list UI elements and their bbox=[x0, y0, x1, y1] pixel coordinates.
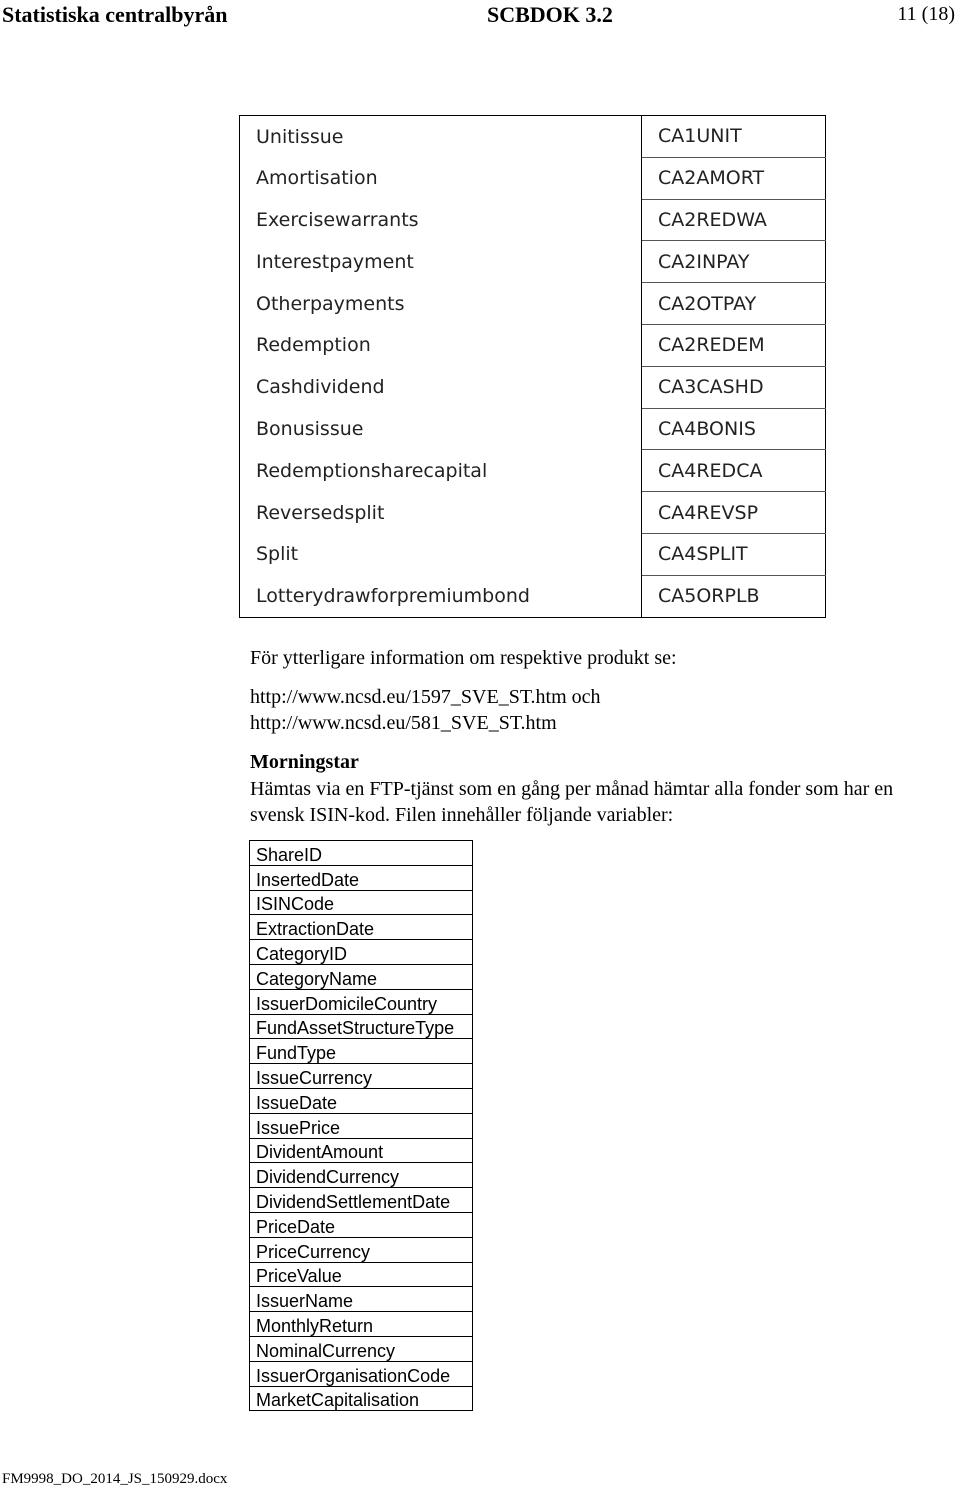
action-name-cell: Otherpayments bbox=[240, 283, 642, 325]
table-row bbox=[250, 865, 473, 890]
table-row bbox=[240, 366, 826, 408]
variable-cell: NominalCurrency bbox=[250, 1336, 473, 1361]
variable-cell: PriceCurrency bbox=[250, 1237, 473, 1262]
variable-cell: DividentAmount bbox=[250, 1138, 473, 1163]
table-row bbox=[250, 1064, 473, 1089]
table-row bbox=[240, 157, 826, 199]
table-row bbox=[250, 1386, 473, 1411]
action-name-cell: Cashdividend bbox=[240, 366, 642, 408]
action-code-cell: CA2REDEM bbox=[642, 324, 826, 366]
variable-cell: FundAssetStructureType bbox=[250, 1014, 473, 1039]
table-row bbox=[250, 1014, 473, 1039]
more-info-text: För ytterligare information om respektive produkt se: bbox=[250, 647, 677, 669]
table-row bbox=[250, 1336, 473, 1361]
table-row bbox=[250, 1188, 473, 1213]
table-row bbox=[240, 283, 826, 325]
variable-cell: PriceDate bbox=[250, 1212, 473, 1237]
action-code-cell: CA2REDWA bbox=[642, 199, 826, 241]
variable-cell: ExtractionDate bbox=[250, 915, 473, 940]
table-row bbox=[240, 492, 826, 534]
table-row bbox=[250, 1163, 473, 1188]
action-name-cell: Amortisation bbox=[240, 157, 642, 199]
action-code-cell: CA4REVSP bbox=[642, 492, 826, 534]
action-name-cell: Bonusissue bbox=[240, 408, 642, 450]
action-code-cell: CA2OTPAY bbox=[642, 283, 826, 325]
action-code-cell: CA3CASHD bbox=[642, 366, 826, 408]
morningstar-variables-table bbox=[249, 840, 473, 1411]
table-row bbox=[250, 1287, 473, 1312]
table-row bbox=[240, 533, 826, 575]
variable-cell: IssueCurrency bbox=[250, 1064, 473, 1089]
table-row bbox=[240, 116, 826, 158]
table-row bbox=[250, 1088, 473, 1113]
corporate-action-codes-table bbox=[239, 115, 826, 618]
table-row bbox=[250, 890, 473, 915]
table-row bbox=[250, 1138, 473, 1163]
table-row bbox=[250, 1361, 473, 1386]
action-name-cell: Redemption bbox=[240, 324, 642, 366]
variable-cell: FundType bbox=[250, 1039, 473, 1064]
action-code-cell: CA2INPAY bbox=[642, 241, 826, 283]
action-name-cell: Interestpayment bbox=[240, 241, 642, 283]
table-row bbox=[250, 1312, 473, 1337]
table-row bbox=[250, 989, 473, 1014]
table-row bbox=[240, 450, 826, 492]
table-row bbox=[240, 575, 826, 617]
page-number: 11 (18) bbox=[897, 3, 955, 25]
variable-cell: IssuePrice bbox=[250, 1113, 473, 1138]
file-name-footer: FM9998_DO_2014_JS_150929.docx bbox=[2, 1471, 228, 1487]
variable-cell: IssuerName bbox=[250, 1287, 473, 1312]
action-name-cell: Redemptionsharecapital bbox=[240, 450, 642, 492]
table-row bbox=[250, 940, 473, 965]
variable-cell: ISINCode bbox=[250, 890, 473, 915]
table-row bbox=[240, 324, 826, 366]
document-id: SCBDOK 3.2 bbox=[487, 2, 613, 27]
variable-cell: InsertedDate bbox=[250, 865, 473, 890]
variable-cell: PriceValue bbox=[250, 1262, 473, 1287]
action-code-cell: CA4SPLIT bbox=[642, 533, 826, 575]
action-code-cell: CA4REDCA bbox=[642, 450, 826, 492]
page-header bbox=[0, 0, 960, 30]
variable-cell: IssuerDomicileCountry bbox=[250, 989, 473, 1014]
action-code-cell: CA5ORPLB bbox=[642, 575, 826, 617]
table-row bbox=[240, 408, 826, 450]
variable-cell: DividendSettlementDate bbox=[250, 1188, 473, 1213]
variable-cell: MarketCapitalisation bbox=[250, 1386, 473, 1411]
action-name-cell: Unitissue bbox=[240, 116, 642, 158]
link-ncsd-581[interactable]: http://www.ncsd.eu/581_SVE_ST.htm bbox=[250, 712, 557, 734]
action-name-cell: Exercisewarrants bbox=[240, 199, 642, 241]
variable-cell: CategoryID bbox=[250, 940, 473, 965]
table-row bbox=[250, 1237, 473, 1262]
action-name-cell: Split bbox=[240, 533, 642, 575]
action-code-cell: CA4BONIS bbox=[642, 408, 826, 450]
variable-cell: MonthlyReturn bbox=[250, 1312, 473, 1337]
variable-cell: ShareID bbox=[250, 841, 473, 866]
table-row bbox=[240, 241, 826, 283]
table-row bbox=[250, 915, 473, 940]
table-row bbox=[250, 841, 473, 866]
table-row bbox=[250, 964, 473, 989]
variable-cell: CategoryName bbox=[250, 964, 473, 989]
table-row bbox=[240, 199, 826, 241]
variable-cell: DividendCurrency bbox=[250, 1163, 473, 1188]
morningstar-description: Hämtas via en FTP-tjänst som en gång per månad hämtar alla fonder som har en svensk ISIN-kod. Filen innehåller följande variabler: bbox=[250, 778, 894, 826]
action-code-cell: CA1UNIT bbox=[642, 116, 826, 158]
table-row bbox=[250, 1212, 473, 1237]
organization-name: Statistiska centralbyrån bbox=[2, 2, 228, 27]
variable-cell: IssuerOrganisationCode bbox=[250, 1361, 473, 1386]
variable-cell: IssueDate bbox=[250, 1088, 473, 1113]
table-row bbox=[250, 1039, 473, 1064]
action-name-cell: Reversedsplit bbox=[240, 492, 642, 534]
table-row bbox=[250, 1113, 473, 1138]
link-ncsd-1597[interactable]: http://www.ncsd.eu/1597_SVE_ST.htm och bbox=[250, 686, 601, 708]
action-code-cell: CA2AMORT bbox=[642, 157, 826, 199]
morningstar-heading: Morningstar bbox=[250, 751, 359, 773]
table-row bbox=[250, 1262, 473, 1287]
action-name-cell: Lotterydrawforpremiumbond bbox=[240, 575, 642, 617]
